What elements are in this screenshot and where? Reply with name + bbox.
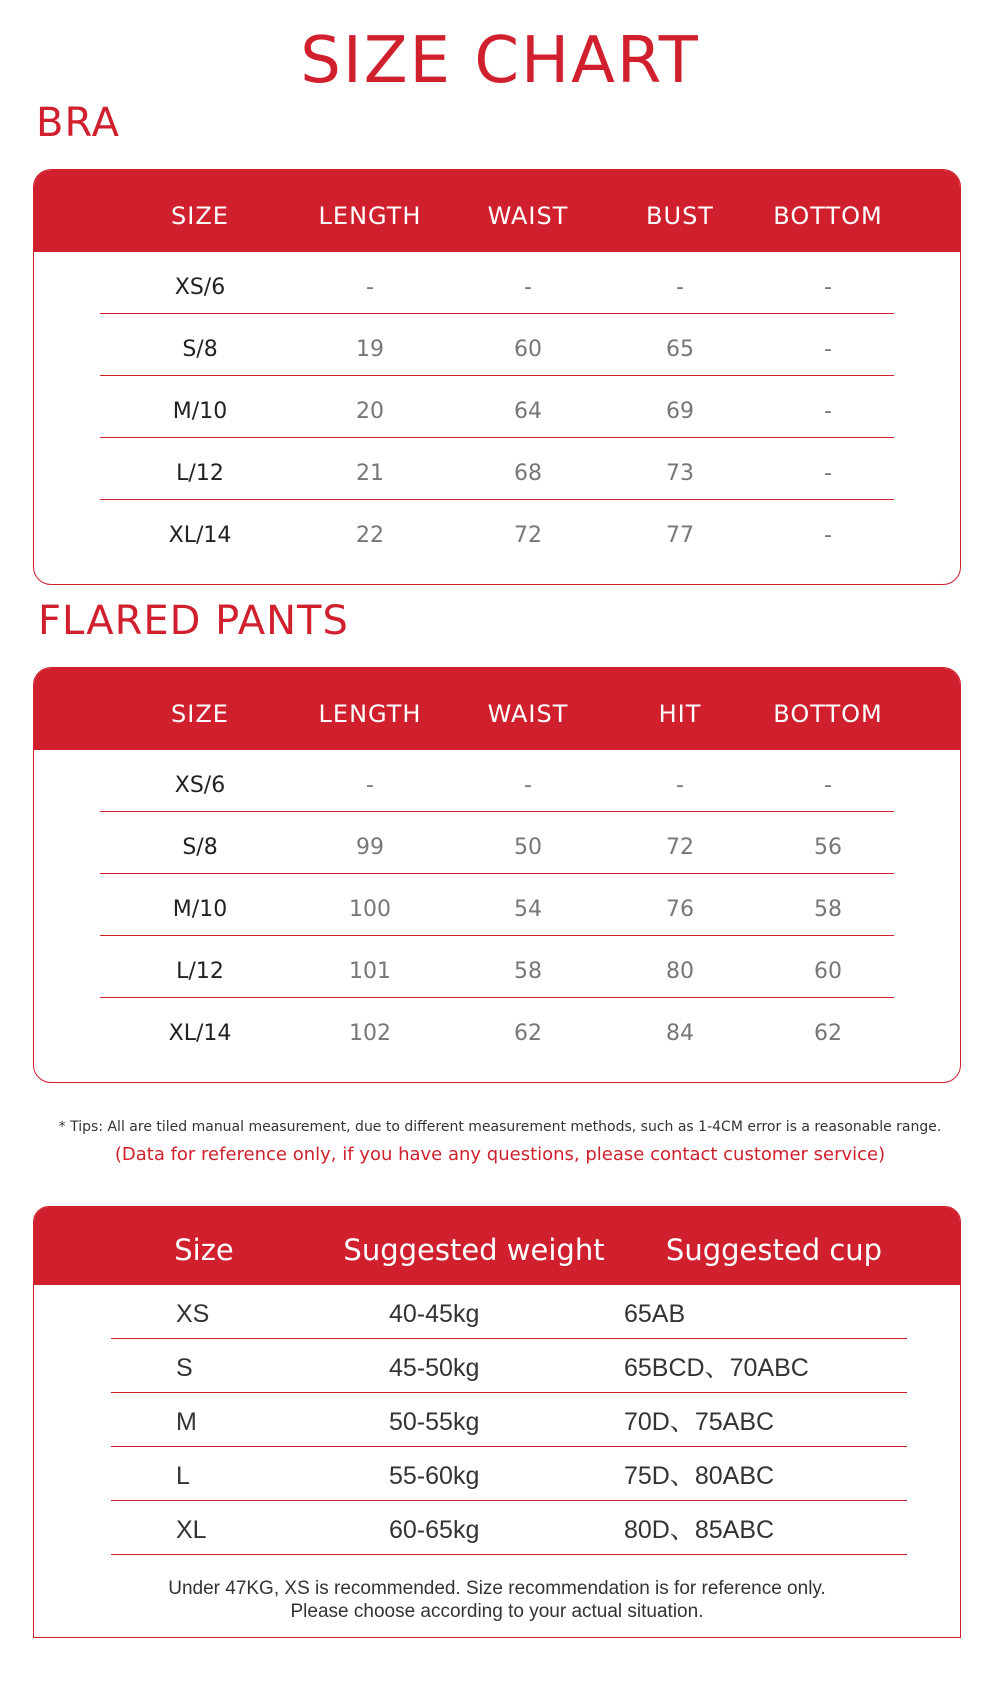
- value-cell: 50: [514, 835, 542, 860]
- value-cell: -: [676, 275, 684, 300]
- value-cell: -: [524, 773, 532, 798]
- suggestion-footer: [34, 1555, 960, 1623]
- suggestion-table-body: [34, 1285, 960, 1555]
- suggest-col-cup: Suggested cup: [665, 1233, 883, 1267]
- value-cell: 20: [356, 399, 384, 424]
- measurement-tips: * Tips: All are tiled manual measurement, due to different measurement methods, such as 1-4CM error is a reasonable range.: [58, 1119, 942, 1135]
- table-row: [34, 812, 960, 874]
- value-cell: -: [366, 275, 374, 300]
- value-cell: 102: [349, 1021, 391, 1046]
- value-cell: 72: [666, 835, 694, 860]
- bra-col-size: SIZE: [171, 202, 229, 230]
- size-cell: S/8: [182, 337, 218, 362]
- value-cell: 100: [349, 897, 391, 922]
- pants-col-length: LENGTH: [318, 700, 422, 728]
- value-cell: -: [824, 399, 832, 424]
- pants-table-header: [34, 668, 960, 750]
- table-row: [34, 376, 960, 438]
- footer-line-1: Under 47KG, XS is recommended. Size recommendation is for reference only.: [168, 1578, 826, 1599]
- value-cell: 22: [356, 523, 384, 548]
- size-cell: S: [176, 1354, 193, 1382]
- value-cell: -: [824, 523, 832, 548]
- suggestion-table-header: [34, 1207, 960, 1285]
- cup-cell: 65AB: [624, 1300, 686, 1328]
- table-row: [34, 1393, 960, 1447]
- weight-cell: 55-60kg: [389, 1462, 480, 1490]
- table-row: [34, 936, 960, 998]
- value-cell: 58: [514, 959, 542, 984]
- size-cell: XL/14: [168, 1021, 232, 1046]
- size-cell: M/10: [172, 897, 228, 922]
- value-cell: -: [824, 275, 832, 300]
- value-cell: 99: [356, 835, 384, 860]
- value-cell: 73: [666, 461, 694, 486]
- pants-col-hit: HIT: [658, 700, 702, 728]
- size-cell: L/12: [176, 959, 224, 984]
- value-cell: -: [824, 461, 832, 486]
- suggestion-table: [33, 1206, 961, 1638]
- table-row: [34, 500, 960, 562]
- value-cell: 65: [666, 337, 694, 362]
- page-title: SIZE CHART: [300, 24, 700, 98]
- cup-cell: 75D、80ABC: [624, 1462, 775, 1490]
- table-row: [34, 1501, 960, 1555]
- bra-col-bottom: BOTTOM: [773, 202, 883, 230]
- size-cell: XL/14: [168, 523, 232, 548]
- table-row: [34, 874, 960, 936]
- size-cell: S/8: [182, 835, 218, 860]
- pants-heading: FLARED PANTS: [38, 598, 349, 644]
- table-row: [34, 1285, 960, 1339]
- suggest-col-weight: Suggested weight: [343, 1233, 605, 1267]
- size-cell: M/10: [172, 399, 228, 424]
- table-row: [34, 252, 960, 314]
- bra-col-waist: WAIST: [487, 202, 569, 230]
- pants-col-bottom: BOTTOM: [773, 700, 883, 728]
- bra-table-header: [34, 170, 960, 252]
- value-cell: 56: [814, 835, 842, 860]
- size-cell: XS/6: [174, 773, 226, 798]
- value-cell: 60: [514, 337, 542, 362]
- value-cell: 101: [349, 959, 391, 984]
- value-cell: 19: [356, 337, 384, 362]
- cup-cell: 70D、75ABC: [624, 1408, 775, 1436]
- value-cell: -: [676, 773, 684, 798]
- pants-col-size: SIZE: [171, 700, 229, 728]
- table-row: [34, 438, 960, 500]
- table-row: [34, 1447, 960, 1501]
- size-cell: XS/6: [174, 275, 226, 300]
- value-cell: 80: [666, 959, 694, 984]
- value-cell: 72: [514, 523, 542, 548]
- value-cell: -: [824, 773, 832, 798]
- cup-cell: 80D、85ABC: [624, 1516, 775, 1544]
- value-cell: 69: [666, 399, 694, 424]
- size-cell: XS: [176, 1300, 210, 1328]
- value-cell: 62: [814, 1021, 842, 1046]
- reference-note: (Data for reference only, if you have any questions, please contact customer service): [114, 1144, 886, 1165]
- value-cell: 54: [514, 897, 542, 922]
- suggest-col-size: Size: [174, 1233, 234, 1267]
- row-divider: [111, 1554, 907, 1555]
- size-cell: XL: [176, 1516, 207, 1544]
- value-cell: 84: [666, 1021, 694, 1046]
- pants-size-table: [33, 667, 961, 1083]
- value-cell: 58: [814, 897, 842, 922]
- cup-cell: 65BCD、70ABC: [624, 1354, 809, 1382]
- weight-cell: 50-55kg: [389, 1408, 480, 1436]
- value-cell: 76: [666, 897, 694, 922]
- bra-col-bust: BUST: [646, 202, 714, 230]
- bra-col-length: LENGTH: [318, 202, 422, 230]
- value-cell: 64: [514, 399, 542, 424]
- value-cell: 21: [356, 461, 384, 486]
- footer-line-2: Please choose according to your actual situation.: [290, 1601, 704, 1622]
- size-cell: L/12: [176, 461, 224, 486]
- bra-size-table: [33, 169, 961, 585]
- size-cell: M: [176, 1408, 197, 1436]
- table-row: [34, 750, 960, 812]
- table-row: [34, 1339, 960, 1393]
- value-cell: 62: [514, 1021, 542, 1046]
- table-row: [34, 998, 960, 1060]
- value-cell: -: [824, 337, 832, 362]
- value-cell: 77: [666, 523, 694, 548]
- weight-cell: 40-45kg: [389, 1300, 480, 1328]
- table-row: [34, 314, 960, 376]
- size-cell: L: [176, 1462, 190, 1490]
- value-cell: -: [524, 275, 532, 300]
- value-cell: 68: [514, 461, 542, 486]
- weight-cell: 60-65kg: [389, 1516, 480, 1544]
- value-cell: -: [366, 773, 374, 798]
- pants-table-body: [34, 750, 960, 1060]
- bra-heading: BRA: [36, 100, 120, 146]
- bra-table-body: [34, 252, 960, 562]
- weight-cell: 45-50kg: [389, 1354, 480, 1382]
- pants-col-waist: WAIST: [487, 700, 569, 728]
- value-cell: 60: [814, 959, 842, 984]
